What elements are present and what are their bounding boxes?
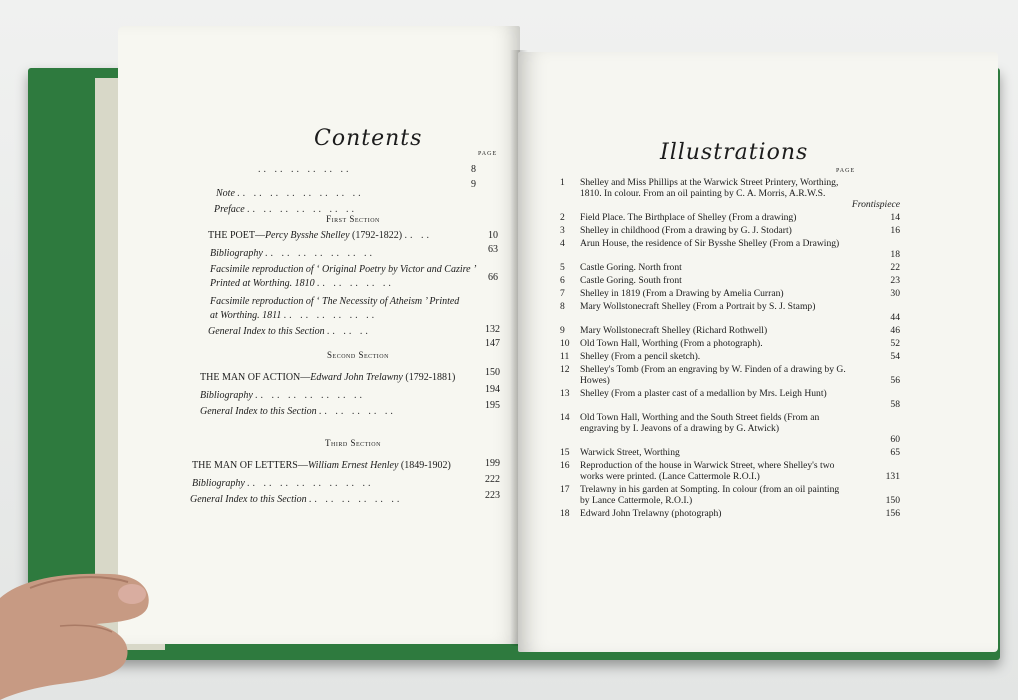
illustration-number: 5	[560, 262, 565, 273]
page-number: 199	[485, 458, 500, 469]
toc-entry: Bibliography .. .. .. .. .. .. ..	[200, 390, 366, 401]
toc-entry: Facsimile reproduction of ‘ The Necessity of Atheism ’ Printed	[210, 296, 460, 307]
illustration-item	[560, 508, 900, 521]
page-number: 147	[485, 338, 500, 349]
illustration-item	[560, 338, 900, 351]
page-number: 9	[471, 179, 476, 190]
illustration-page: 58	[890, 399, 900, 410]
illustration-caption: Shelley's Tomb (From an engraving by W. Finden of a drawing by G. Howes)	[580, 364, 846, 386]
illustration-item	[560, 288, 900, 301]
page-number: 222	[485, 474, 500, 485]
illustration-page: 56	[890, 375, 900, 386]
illustration-caption: Shelley in childhood (From a drawing by G. J. Stodart)	[580, 225, 792, 236]
page-number: 194	[485, 384, 500, 395]
illustration-item	[560, 388, 900, 412]
illustration-page: 156	[885, 508, 900, 519]
illustration-item	[560, 238, 900, 262]
illustration-page: 44	[890, 312, 900, 323]
illustration-page: 150	[885, 495, 900, 506]
illustration-caption: Mary Wollstonecraft Shelley (Richard Rothwell)	[580, 325, 768, 336]
illustration-page: 52	[890, 338, 900, 349]
contents-title: Contents	[314, 126, 423, 151]
illustration-caption: Edward John Trelawny (photograph)	[580, 508, 722, 519]
illustration-page: 16	[890, 225, 900, 236]
section-heading: Third Section	[325, 438, 381, 448]
illustrations-page	[518, 52, 998, 652]
page-number: 195	[485, 400, 500, 411]
illustration-item	[560, 325, 900, 338]
page-number: 150	[485, 367, 500, 378]
toc-entry: THE MAN OF ACTION—Edward John Trelawny (1792-1881)	[200, 372, 456, 383]
page-number: 8	[471, 164, 476, 175]
illustration-item	[560, 484, 900, 508]
illustration-caption: Old Town Hall, Worthing and the South Street fields (From an engraving by I. Jeavons of a drawing by G. Atwick)	[580, 412, 820, 434]
toc-entry: Bibliography .. .. .. .. .. .. .. ..	[192, 478, 374, 489]
illustration-caption: Shelley (From a pencil sketch).	[580, 351, 701, 362]
toc-entry: THE POET—Percy Bysshe Shelley (1792-1822) .. ..	[208, 230, 433, 241]
illustration-page: 18	[890, 249, 900, 260]
illustration-number: 2	[560, 212, 565, 223]
illustration-item	[560, 177, 900, 212]
toc-entry: Facsimile reproduction of ‘ Original Poetry by Victor and Cazire ’	[210, 264, 477, 275]
toc-entry: Bibliography .. .. .. .. .. .. ..	[210, 248, 376, 259]
illustration-caption: Field Place. The Birthplace of Shelley (From a drawing)	[580, 212, 797, 223]
page-number: 132	[485, 324, 500, 335]
page-number: 10	[488, 230, 498, 241]
illustration-item	[560, 212, 900, 225]
front-preface: Preface .. .. .. .. .. .. ..	[214, 204, 358, 215]
illustration-number: 6	[560, 275, 565, 286]
illustration-page: 22	[890, 262, 900, 273]
illustration-number: 7	[560, 288, 565, 299]
illustration-caption: Castle Goring. North front	[580, 262, 682, 273]
illustration-number: 16	[560, 460, 570, 471]
illustration-item	[560, 351, 900, 364]
page-number: 66	[488, 272, 498, 283]
illustration-item	[560, 412, 900, 447]
illustration-item	[560, 225, 900, 238]
illustration-caption: Trelawny in his garden at Sompting. In colour (from an oil painting by Lance Cattermole, R.O.I.)	[580, 484, 840, 506]
toc-entry: General Index to this Section .. .. ..	[208, 326, 372, 337]
illustrations-list	[560, 177, 900, 647]
illustration-page: 54	[890, 351, 900, 362]
illustration-item	[560, 301, 900, 325]
illustration-number: 13	[560, 388, 570, 399]
illustration-number: 3	[560, 225, 565, 236]
illustration-number: 12	[560, 364, 570, 375]
illustration-number: 11	[560, 351, 570, 362]
illustration-number: 8	[560, 301, 565, 312]
toc-entry: General Index to this Section .. .. .. .. .. ..	[190, 494, 403, 505]
toc-entry: at Worthing. 1811 .. .. .. .. .. ..	[210, 310, 378, 321]
front-note: Note .. .. .. .. .. .. .. ..	[216, 188, 364, 199]
illustration-caption: Shelley (From a plaster cast of a medallion by Mrs. Leigh Hunt)	[580, 388, 827, 399]
illustrations-page-label: PAGE	[836, 168, 856, 174]
illustration-page: 46	[890, 325, 900, 336]
illustration-page: 23	[890, 275, 900, 286]
illustration-number: 1	[560, 177, 565, 188]
illustration-number: 17	[560, 484, 570, 495]
section-heading: Second Section	[327, 350, 389, 360]
section-heading: First Section	[326, 214, 380, 224]
illustration-number: 14	[560, 412, 570, 423]
illustration-number: 9	[560, 325, 565, 336]
illustration-caption: Warwick Street, Worthing	[580, 447, 680, 458]
illustration-caption: Old Town Hall, Worthing (From a photograph).	[580, 338, 763, 349]
illustration-page: Frontispiece	[851, 199, 900, 210]
illustration-caption: Mary Wollstonecraft Shelley (From a Portrait by S. J. Stamp)	[580, 301, 816, 312]
illustration-number: 10	[560, 338, 570, 349]
illustration-page: 30	[890, 288, 900, 299]
illustration-number: 18	[560, 508, 570, 519]
contents-page-label: PAGE	[478, 151, 498, 157]
illustration-number: 15	[560, 447, 570, 458]
illustration-page: 60	[890, 434, 900, 445]
illustration-caption: Shelley in 1819 (From a Drawing by Amelia Curran)	[580, 288, 784, 299]
illustration-item	[560, 275, 900, 288]
page-number: 63	[488, 244, 498, 255]
toc-entry: Printed at Worthing. 1810 .. .. .. .. ..	[210, 278, 395, 289]
illustration-item	[560, 364, 900, 388]
contents-page	[118, 26, 520, 644]
toc-entry: THE MAN OF LETTERS—William Ernest Henley (1849-1902)	[192, 460, 451, 471]
illustration-item	[560, 460, 900, 484]
illustration-page: 65	[890, 447, 900, 458]
illustration-caption: Reproduction of the house in Warwick Street, where Shelley's two works were printed. (Lance Cattermole R.O.I.)	[580, 460, 835, 482]
illustration-item	[560, 447, 900, 460]
hand-image	[0, 568, 160, 700]
illustration-number: 4	[560, 238, 565, 249]
illustration-caption: Shelley and Miss Phillips at the Warwick Street Printery, Worthing, 1810. In colour. From an oil painting by C. A. Morris, A.R.W.S.	[580, 177, 839, 199]
dots-row: .. .. .. .. .. ..	[258, 164, 352, 175]
illustration-item	[560, 262, 900, 275]
page-number: 223	[485, 490, 500, 501]
illustration-page: 131	[885, 471, 900, 482]
illustration-page: 14	[890, 212, 900, 223]
illustration-caption: Arun House, the residence of Sir Bysshe Shelley (From a Drawing)	[580, 238, 840, 249]
toc-entry: General Index to this Section .. .. .. .. ..	[200, 406, 397, 417]
illustrations-title: Illustrations	[660, 140, 809, 165]
illustration-caption: Castle Goring. South front	[580, 275, 682, 286]
